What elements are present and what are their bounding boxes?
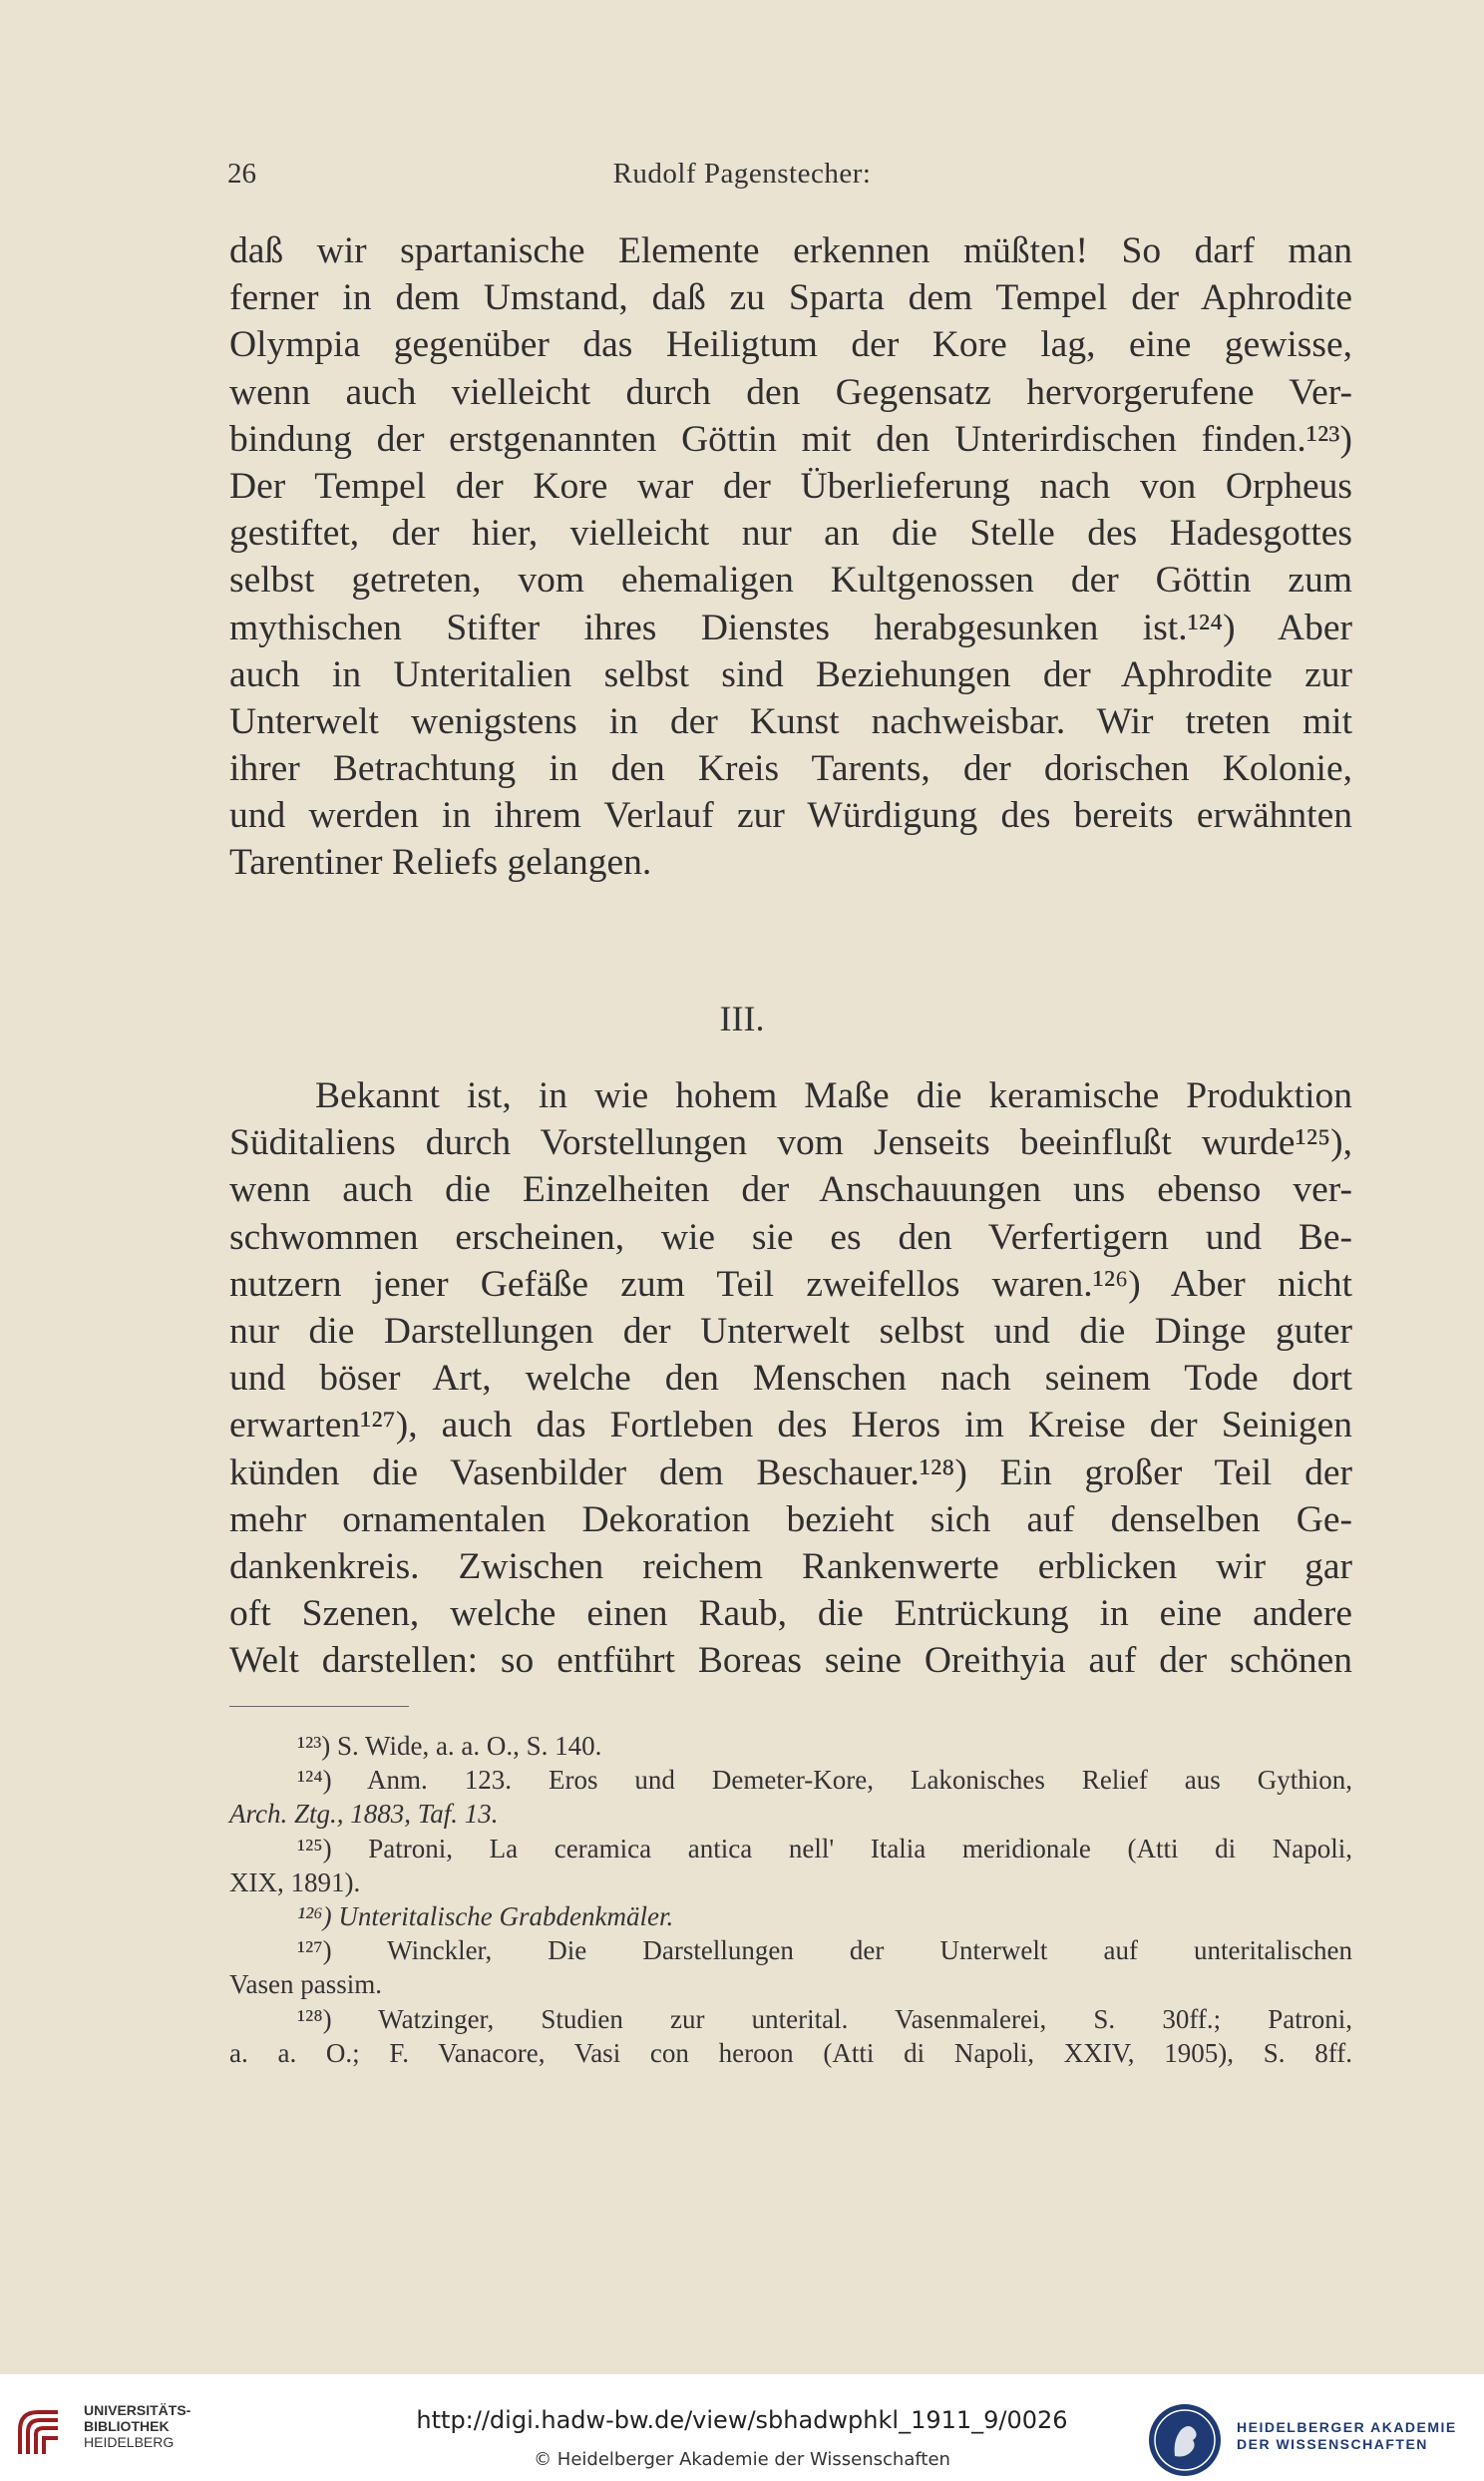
running-title: Rudolf Pagenstecher: (612, 158, 872, 190)
academy-line: HEIDELBERGER AKADEMIE (1237, 2419, 1457, 2435)
library-line: UNIVERSITÄTS- (84, 2402, 191, 2418)
footnote-line: ¹²⁸) Watzinger, Studien zur unterital. Vasenmalerei, S. 30ff.; Patroni, (297, 2003, 1352, 2034)
footnote-line: ¹²⁵) Patroni, La ceramica antica nell' Italia meridionale (Atti di Napoli, (297, 1833, 1352, 1863)
text-line: Bekannt ist, in wie hohem Maße die keramische Produktion (315, 1075, 1352, 1116)
text-line: ihrer Betrachtung in den Kreis Tarents, der dorischen Kolonie, (229, 748, 1352, 790)
text-line: schwommen erscheinen, wie sie es den Verfertigern und Be- (229, 1216, 1352, 1258)
text-line: erwarten¹²⁷), auch das Fortleben des Heros im Kreise der Seinigen (229, 1405, 1352, 1447)
text-line: gestiftet, der hier, vielleicht nur an die Stelle des Hadesgottes (229, 513, 1352, 555)
section-heading: III. (719, 999, 765, 1038)
text-line: nutzern jener Gefäße zum Teil zweifellos waren.¹²⁶) Aber nicht (229, 1263, 1352, 1305)
text-line: nur die Darstellungen der Unterwelt selbst und die Dinge guter (229, 1310, 1352, 1352)
text-line: oft Szenen, welche einen Raub, die Entrückung in eine andere (229, 1593, 1352, 1635)
text-line: und böser Art, welche den Menschen nach seinem Tode dort (229, 1358, 1352, 1400)
academy-line: DER WISSENSCHAFTEN (1237, 2436, 1428, 2452)
text-line: Der Tempel der Kore war der Überlieferung nach von Orpheus (229, 465, 1352, 507)
page-number: 26 (227, 158, 256, 190)
text-line: ferner in dem Umstand, daß zu Sparta dem Tempel der Aphrodite (229, 277, 1352, 319)
text-line: selbst getreten, vom ehemaligen Kultgenossen der Göttin zum (229, 560, 1352, 602)
footnote-rule (229, 1706, 409, 1707)
paragraph-1 (229, 227, 1352, 887)
copyright-notice: © Heidelberger Akademie der Wissenschaften (534, 2449, 950, 2470)
footnote-line: Vasen passim. (229, 1969, 382, 2000)
text-line: mythischen Stifter ihres Dienstes herabgesunken ist.¹²⁴) Aber (229, 607, 1352, 648)
text-line: Tarentiner Reliefs gelangen. (229, 842, 652, 884)
text-line: auch in Unteritalien selbst sind Beziehungen der Aphrodite zur (229, 653, 1352, 695)
library-line: HEIDELBERG (84, 2434, 175, 2450)
text-line: wenn auch die Einzelheiten der Anschauungen uns ebenso ver- (229, 1169, 1352, 1211)
academy-name (1237, 2419, 1457, 2453)
page-header (0, 158, 1484, 198)
text-line: und werden in ihrem Verlauf zur Würdigung des bereits erwähnten (229, 795, 1352, 837)
text-line: Unterwelt wenigstens in der Kunst nachweisbar. Wir treten mit (229, 700, 1352, 742)
text-line: wenn auch vielleicht durch den Gegensatz hervorgerufene Ver- (229, 371, 1352, 413)
text-line: daß wir spartanische Elemente erkennen müßten! So darf man (229, 230, 1352, 271)
library-line: BIBLIOTHEK (84, 2418, 170, 2434)
text-line: künden die Vasenbilder dem Beschauer.¹²⁸) Ein großer Teil der (229, 1451, 1352, 1493)
footnote-line: ¹²³) S. Wide, a. a. O., S. 140. (297, 1731, 602, 1761)
text-line: Welt darstellen: so entführt Boreas seine Oreithyia auf der schönen (229, 1640, 1352, 1682)
footnote-line: ¹²⁷) Winckler, Die Darstellungen der Unterwelt auf unteritalischen (297, 1935, 1352, 1966)
text-line: Olympia gegenüber das Heiligtum der Kore lag, eine gewisse, (229, 324, 1352, 366)
text-line: dankenkreis. Zwischen reichem Rankenwerte erblicken wir gar (229, 1545, 1352, 1587)
academy-seal-icon (1145, 2400, 1225, 2480)
text-line: bindung der erstgenannten Göttin mit den Unterirdischen finden.¹²³) (229, 418, 1352, 460)
permalink-url[interactable]: http://digi.hadw-bw.de/view/sbhadwphkl_1911_9/0026 (416, 2406, 1068, 2434)
footnote-line: ¹²⁶) Unteritalische Grabdenkmäler. (297, 1900, 674, 1931)
footnote-line: a. a. O.; F. Vanacore, Vasi con heroon (Atti di Napoli, XXIV, 1905), S. 8ff. (229, 2037, 1352, 2068)
text-line: Süditaliens durch Vorstellungen vom Jenseits beeinflußt wurde¹²⁵), (229, 1122, 1352, 1164)
footnote-line: XIX, 1891). (229, 1866, 361, 1897)
paragraph-2 (229, 1072, 1352, 1684)
footnote-line: Arch. Ztg., 1883, Taf. 13. (229, 1799, 499, 1830)
footnotes (229, 1729, 1352, 2070)
footnote-line: ¹²⁴) Anm. 123. Eros und Demeter-Kore, Lakonisches Relief aus Gythion, (297, 1765, 1352, 1796)
text-line: mehr ornamentalen Dekoration bezieht sich auf denselben Ge- (229, 1498, 1352, 1540)
